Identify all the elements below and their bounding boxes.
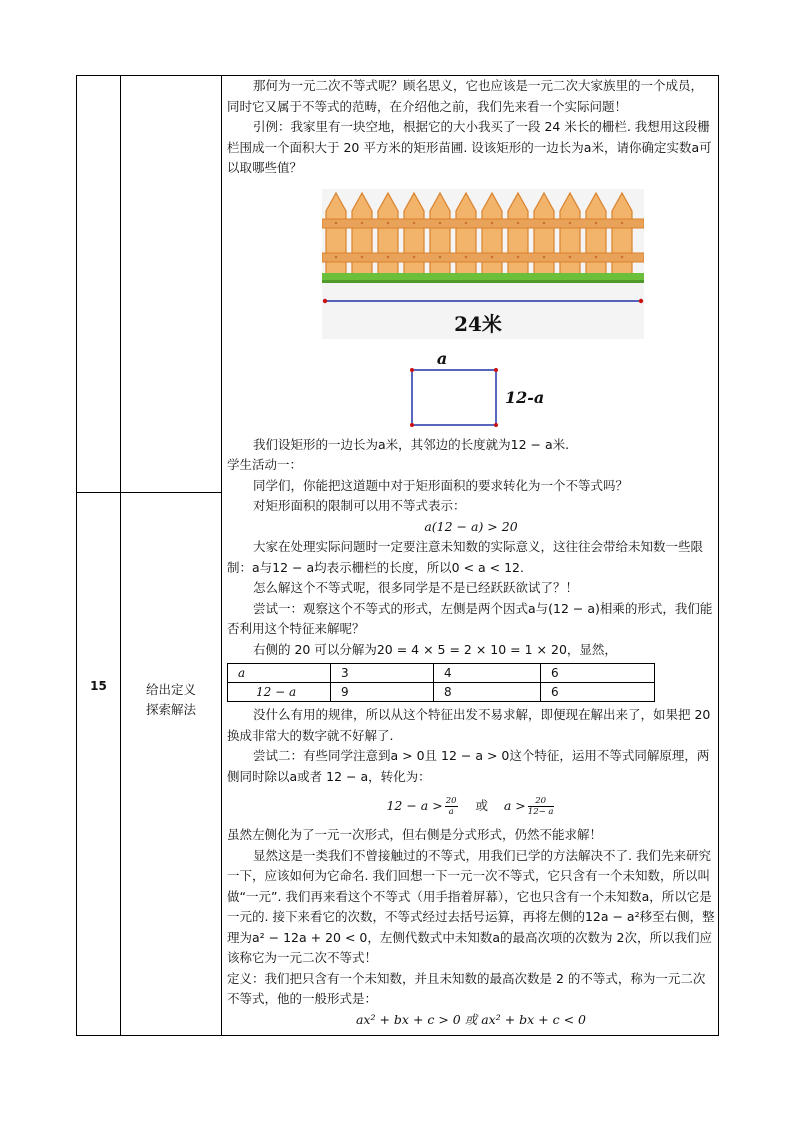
column-divider <box>221 76 222 1035</box>
setup-paragraph: 我们设矩形的一边长为a米，其邻边的长度就为12 − a米. <box>253 436 570 452</box>
grass-edge <box>322 280 644 283</box>
table-cell: 12 − a <box>228 683 331 702</box>
rect-vertex <box>494 368 498 372</box>
factor-paragraph: 右侧的 20 可以分解为20 = 4 × 5 = 2 × 10 = 1 × 20，显然， <box>253 641 617 657</box>
table-cell: 9 <box>331 683 434 702</box>
activity-heading: 学生活动一： <box>227 457 303 472</box>
table-cell: 3 <box>331 664 434 683</box>
column-divider <box>120 76 121 1035</box>
intro-paragraph: 那何为一元二次不等式呢？顾名思义，它也应该是一元二次大家族里的一个成员，同时它又属于不等式的范畴，在介绍他之前，我们先来看一个实际问题！ <box>227 78 704 114</box>
fraction <box>445 796 458 817</box>
rect-vertex <box>494 423 498 427</box>
row-number: 15 <box>90 679 107 693</box>
fraction-denominator: 12− a <box>527 807 554 817</box>
length-endpoint <box>323 298 327 302</box>
rect-side-label: 12-a <box>505 387 545 407</box>
length-endpoint <box>639 298 643 302</box>
eq2-left: 12 − a > <box>386 798 443 813</box>
eq2-or: 或 <box>475 798 488 813</box>
table-cell: 4 <box>434 664 541 683</box>
rectangle-svg <box>397 349 547 431</box>
question-paragraph: 怎么解这个不等式呢，很多同学是不是已经跃跃欲试了？！ <box>253 580 579 595</box>
example-problem: 引例：我家里有一块空地，根据它的大小我买了一段 24 米长的栅栏. 我想用这段栅栏围成一个面积大于 20 平方米的矩形苗圃. 设该矩形的一边长为a米，请你确定实数a可以取哪些值？ <box>227 119 712 175</box>
lesson-table <box>76 75 719 1036</box>
rect-top-label: a <box>436 348 448 368</box>
row-divider <box>77 492 221 493</box>
value-table <box>227 663 655 702</box>
fraction-denominator: a <box>448 807 454 817</box>
rect-vertex <box>410 368 414 372</box>
fraction-numerator: 20 <box>445 796 457 806</box>
fence-illustration <box>322 189 644 339</box>
table-cell: a <box>228 664 331 683</box>
fraction <box>528 796 554 817</box>
step-title-line: 探索解法 <box>145 702 196 717</box>
table-cell: 6 <box>541 683 655 702</box>
conclusion-paragraph: 虽然左侧化为了一元一次形式，但右侧是分式形式，仍然不能求解！ <box>227 827 603 842</box>
grass-strip <box>322 273 644 281</box>
definition-paragraph: 定义：我们把只含有一个未知数，并且未知数的最高次数是 2 的不等式，称为一元二次不等式，他的一般形式是： <box>227 970 706 1006</box>
attempt-two-paragraph: 尝试二：有些同学注意到a > 0且 12 − a > 0这个特征，运用不等式同解原理，两侧同时除以a或者 12 − a，转化为： <box>227 748 710 784</box>
naming-paragraph: 显然这是一类我们不曾接触过的不等式，用我们已学的方法解决不了. 我们先来研究一下，应该如何为它命名. 我们回想一下一元一次不等式，它只含有一个未知数，所以叫做“一元”. 我们再来看这个不等式（用手指着屏幕），它也只含有一个未知数a，所以它是一元的. 接下来看它的次数，不等式经过去括号运算，再将左侧的12a − a²移至右侧，整理为a² − 12a + 20 < 0，左侧代数式中未知数a的最高次项的次数为 2次，所以我们应该称它为一元二次不等式！ <box>227 847 715 965</box>
step-title <box>121 680 221 720</box>
eq2-right: a > <box>503 798 526 813</box>
step-title-line: 给出定义 <box>145 682 196 697</box>
fraction-numerator: 20 <box>528 796 554 807</box>
rect-shape <box>412 370 496 425</box>
activity-question: 同学们，你能把这道题中对于矩形面积的要求转化为一个不等式吗？ <box>253 477 629 493</box>
constraint-paragraph: 大家在处理实际问题时一定要注意未知数的实际意义，这往往会带给未知数一些限制：a与12 − a均表示栅栏的长度，所以0 < a < 12. <box>227 539 704 575</box>
inequality-intro: 对矩形面积的限制可以用不等式表示： <box>253 498 466 513</box>
inequality-equation: a(12 − a) > 20 <box>424 518 518 534</box>
lesson-content <box>227 76 715 1030</box>
attempt-one-paragraph: 尝试一：观察这个不等式的形式，左侧是两个因式a与(12 − a)相乘的形式，我们能否利用这个特征来解呢？ <box>227 600 713 636</box>
table-cell: 6 <box>541 664 655 683</box>
fence-length-label: 24米 <box>454 311 502 336</box>
rect-vertex <box>410 423 414 427</box>
fraction-equation <box>227 793 715 819</box>
table-cell: 8 <box>434 683 541 702</box>
observation-paragraph: 没什么有用的规律，所以从这个特征出发不易求解，即便现在解出来了，如果把 20 换成非常大的数字就不好解了. <box>227 707 711 743</box>
table-row <box>228 664 655 683</box>
rectangle-diagram <box>397 349 547 431</box>
table-row <box>228 683 655 702</box>
fence-image <box>322 189 644 339</box>
general-form-equation: ax² + bx + c > 0 或 ax² + bx + c < 0 <box>355 1011 586 1027</box>
